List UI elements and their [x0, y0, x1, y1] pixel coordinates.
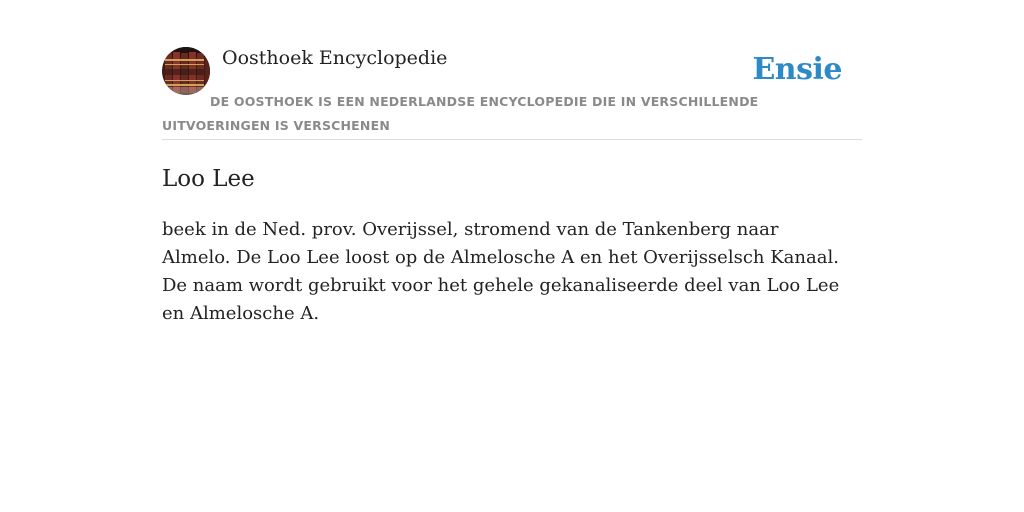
article-body: beek in de Ned. prov. Overijssel, stromend van de Tankenberg naar Almelo. De Loo Lee loost op de Almelosche A en het Overijsselsch Kanaal. De naam wordt gebruikt voor het gehele gekanaliseerde deel van Loo Lee en Almelosche A.: [162, 219, 840, 324]
encyclopedia-books-icon[interactable]: [162, 47, 210, 95]
site-tagline: DE OOSTHOEK IS EEN NEDERLANDSE ENCYCLOPEDIE DIE IN VERSCHILLENDE UITVOERINGEN IS VERSCHENEN: [162, 94, 759, 133]
ensie-logo[interactable]: Ensie: [752, 52, 842, 87]
header-divider: [162, 139, 862, 140]
site-title[interactable]: Oosthoek Encyclopedie: [222, 47, 448, 69]
article-title: Loo Lee: [162, 166, 255, 192]
